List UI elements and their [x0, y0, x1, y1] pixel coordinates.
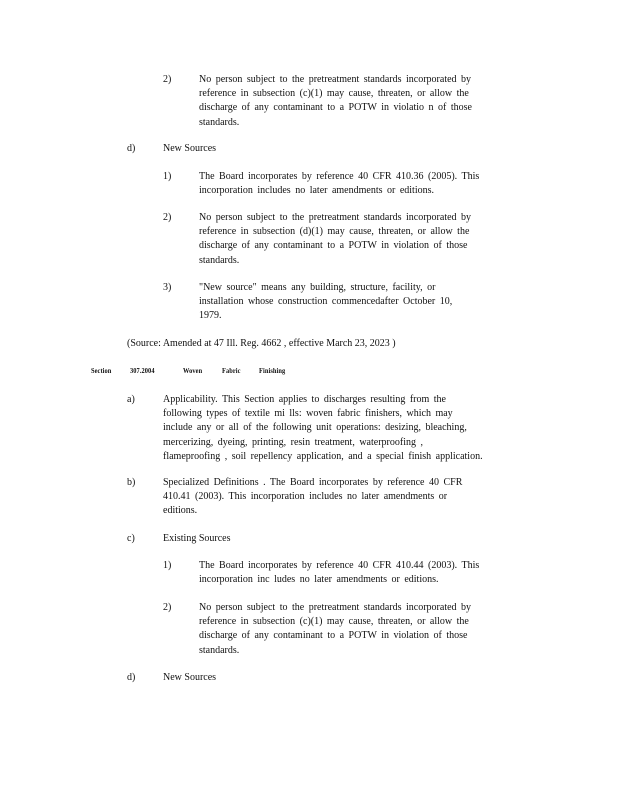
list-marker: b) [127, 477, 136, 488]
text-line: incorporation inc ludes no later amendments or editions. [199, 574, 439, 586]
source-note: (Source: Amended at 47 Ill. Reg. 4662 , effective March 23, 2023 ) [127, 338, 396, 349]
subsection-title: Existing Sources [163, 533, 231, 544]
text-line: standards. [199, 644, 240, 656]
list-marker: 3) [163, 282, 172, 293]
section-title-word: Fabric [222, 366, 241, 375]
paragraph [199, 211, 519, 268]
text-line: include any or all of the following unit operations: desizing, bleaching, [163, 422, 467, 434]
list-marker: 2) [163, 74, 172, 85]
text-line: Applicability. This Section applies to discharges resulting from the [163, 394, 446, 405]
list-marker: a) [127, 394, 135, 405]
text-line: The Board incorporates by reference 40 CFR 410.36 (2005). This [199, 171, 480, 182]
section-number: 307.2004 [130, 366, 155, 375]
text-line: incorporation includes no later amendments or editions. [199, 185, 434, 197]
list-marker: 2) [163, 602, 172, 613]
text-line: reference in subsection (d)(1) may cause, threaten, or allow the [199, 226, 470, 238]
text-line: No person subject to the pretreatment standards incorporated by [199, 212, 472, 223]
list-marker: d) [127, 143, 136, 154]
text-line: Specialized Definitions . The Board incorporates by reference 40 CFR [163, 477, 463, 488]
subsection-title: New Sources [163, 143, 217, 154]
text-line: editions. [163, 505, 198, 517]
list-marker: c) [127, 533, 135, 544]
text-line: "New source" means any building, structure, facility, or [199, 282, 436, 293]
text-line: following types of textile mi lls: woven fabric finishers, which may [163, 408, 453, 420]
text-line: No person subject to the pretreatment standards incorporated by [199, 74, 472, 85]
text-line: reference in subsection (c)(1) may cause, threaten, or allow the [199, 88, 469, 100]
text-line: standards. [199, 254, 240, 266]
list-marker: 1) [163, 171, 172, 182]
subsection-title: New Sources [163, 672, 217, 683]
paragraph [199, 559, 519, 587]
list-marker: 2) [163, 212, 172, 223]
text-line: mercerizing, dyeing, printing, resin treatment, waterproofing , [163, 436, 423, 448]
text-line: No person subject to the pretreatment standards incorporated by [199, 602, 472, 613]
paragraph [163, 393, 523, 464]
paragraph [199, 73, 519, 130]
section-title-word: Woven [183, 366, 203, 375]
text-line: 410.41 (2003). This incorporation includes no later amendments or [163, 491, 448, 503]
list-marker: 1) [163, 560, 172, 571]
text-line: installation whose construction commencedafter October 10, [199, 296, 453, 308]
text-line: discharge of any contaminant to a POTW in violation of those [199, 630, 468, 642]
section-label: Section [91, 366, 112, 375]
section-title-word: Finishing [259, 366, 286, 375]
paragraph [199, 601, 519, 658]
list-marker: d) [127, 672, 136, 683]
paragraph [199, 281, 519, 324]
text-line: 1979. [199, 310, 222, 322]
text-line: reference in subsection (c)(1) may cause, threaten, or allow the [199, 616, 469, 628]
paragraph [199, 170, 519, 198]
text-line: flameproofing , soil repellency application, and a special finish application. [163, 450, 483, 462]
text-line: standards. [199, 116, 240, 128]
text-line: discharge of any contaminant to a POTW in violation of those [199, 240, 468, 252]
paragraph [163, 476, 508, 519]
text-line: discharge of any contaminant to a POTW in violatio n of those [199, 102, 472, 114]
text-line: The Board incorporates by reference 40 CFR 410.44 (2003). This [199, 560, 480, 571]
